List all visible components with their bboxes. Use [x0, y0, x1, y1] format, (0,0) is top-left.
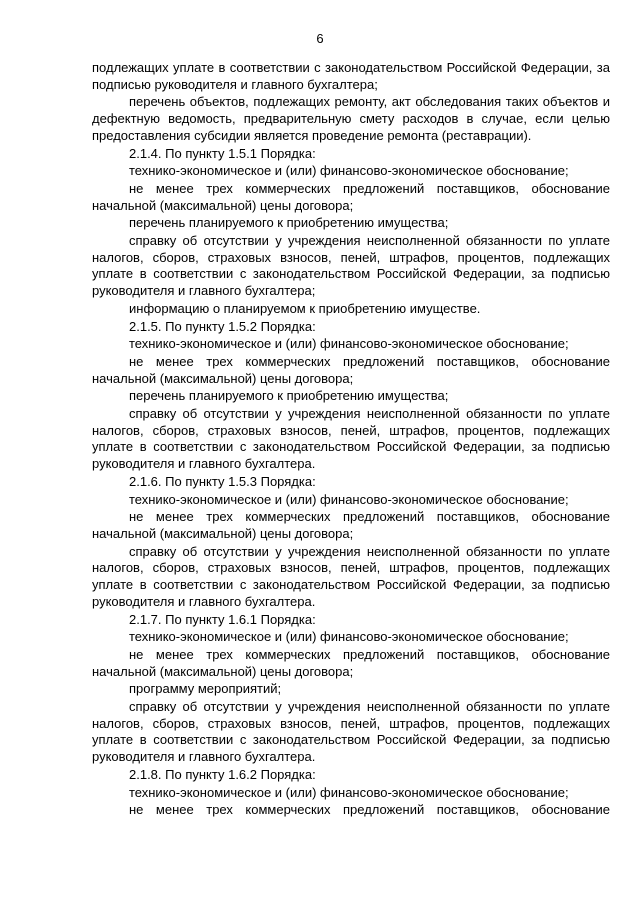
paragraph: технико-экономическое и (или) финансово-экономическое обоснование; — [129, 491, 569, 507]
paragraph: технико-экономическое и (или) финансово-экономическое обоснование; — [129, 629, 569, 645]
paragraph: не менее трех коммерческих предложений поставщиков, обоснование — [129, 802, 610, 818]
paragraph: 2.1.6. По пункту 1.5.3 Порядка: — [129, 473, 316, 489]
page-number: 6 — [316, 31, 324, 46]
paragraph: перечень планируемого к приобретению имущества; — [129, 215, 449, 231]
paragraph: справку об отсутствии у учреждения неисполненной обязанности по уплате налогов, сборов, страховых взносов, пеней, штрафов, процентов, подлежащих уплате в соответствии с законодательством Российской Федерации, за подписью руководителя и главного бухгалтера. — [92, 543, 610, 609]
document-body — [92, 60, 610, 820]
paragraph: 2.1.8. По пункту 1.6.2 Порядка: — [129, 766, 316, 782]
paragraph: не менее трех коммерческих предложений поставщиков, обоснование начальной (максимальной) цены договора; — [92, 353, 610, 386]
paragraph: информацию о планируемом к приобретению имуществе. — [129, 300, 481, 316]
paragraph: не менее трех коммерческих предложений поставщиков, обоснование начальной (максимальной) цены договора; — [92, 509, 610, 541]
paragraph: не менее трех коммерческих предложений поставщиков, обоснование начальной (максимальной) цены договора; — [92, 646, 610, 679]
paragraph: 2.1.7. По пункту 1.6.1 Порядка: — [129, 611, 316, 627]
paragraph: технико-экономическое и (или) финансово-экономическое обоснование; — [129, 336, 569, 352]
paragraph: программу мероприятий; — [129, 681, 282, 697]
paragraph: 2.1.4. По пункту 1.5.1 Порядка: — [129, 145, 316, 161]
paragraph: технико-экономическое и (или) финансово-экономическое обоснование; — [129, 784, 569, 800]
paragraph: не менее трех коммерческих предложений поставщиков, обоснование начальной (максимальной) цены договора; — [92, 180, 610, 213]
paragraph: справку об отсутствии у учреждения неисполненной обязанности по уплате налогов, сборов, страховых взносов, пеней, штрафов, процентов, подлежащих уплате в соответствии с законодательством Российской Федерации, за подписью руководителя и главного бухгалтера; — [92, 233, 610, 299]
paragraph: справку об отсутствии у учреждения неисполненной обязанности по уплате налогов, сборов, страховых взносов, пеней, штрафов, процентов, подлежащих уплате в соответствии с законодательством Российской Федерации, за подписью руководителя и главного бухгалтера. — [92, 406, 610, 472]
paragraph: перечень планируемого к приобретению имущества; — [129, 388, 449, 404]
paragraph: технико-экономическое и (или) финансово-экономическое обоснование; — [129, 163, 569, 179]
paragraph: перечень объектов, подлежащих ремонту, акт обследования таких объектов и дефектную ведомость, предварительную смету расходов в случае, если целью предоставления субсидии является проведение ремонта (реставрации). — [92, 94, 610, 143]
paragraph: справку об отсутствии у учреждения неисполненной обязанности по уплате налогов, сборов, страховых взносов, пеней, штрафов, процентов, подлежащих уплате в соответствии с законодательством Российской Федерации, за подписью руководителя и главного бухгалтера. — [92, 699, 610, 765]
paragraph: подлежащих уплате в соответствии с законодательством Российской Федерации, за подписью руководителя и главного бухгалтера; — [92, 60, 610, 92]
paragraph: 2.1.5. По пункту 1.5.2 Порядка: — [129, 318, 316, 334]
